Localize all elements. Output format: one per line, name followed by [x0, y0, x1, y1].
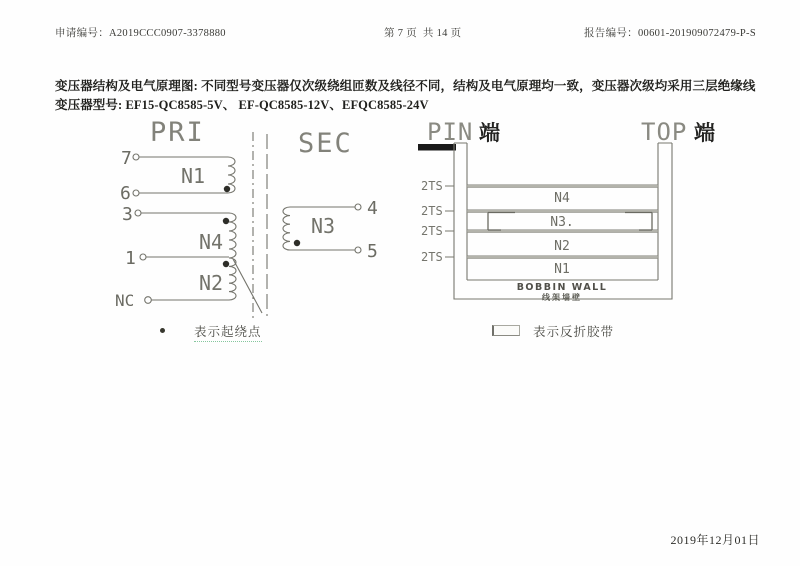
pin5-label: 5: [367, 241, 378, 262]
header-page-info: 第 7 页 共 14 页: [384, 28, 462, 39]
pin4-label: 4: [367, 198, 378, 219]
report-date: 2019年12月01日: [670, 533, 760, 547]
n4-start-dot: [223, 218, 229, 224]
winding-n3-coil: [283, 207, 290, 250]
header-application-number: [55, 25, 226, 40]
foldback-bracket-left: [488, 213, 515, 231]
legend-winding-start: [160, 322, 262, 342]
pin-end-label-en: PIN: [427, 118, 474, 146]
pin-nc-terminal: [145, 297, 152, 304]
pin-nc-label: NC: [115, 291, 135, 310]
n1-start-dot: [224, 186, 230, 192]
tape-layer-4: [467, 256, 658, 259]
secondary-side-label: SEC: [298, 128, 353, 159]
report-value: 00601-201909072479-P-S: [637, 28, 756, 39]
transformer-schematic: [115, 110, 405, 345]
pin6-terminal: [133, 190, 139, 196]
tape-label-3: 2TS: [421, 224, 443, 238]
foldback-bracket-right: [625, 213, 652, 231]
primary-side-label: PRI: [150, 117, 205, 148]
lead-wire-diagonal: [233, 259, 262, 313]
description-line-1: 变压器结构及电气原理图: 不同型号变压器仅次级绕组匝数及线径不同，结构及电气原理均一致，变压器次级均采用三层绝缘线: [55, 79, 756, 93]
layer-n1-label: N1: [554, 262, 570, 277]
pin3-label: 3: [122, 204, 133, 225]
bobbin-wall-label-cn: 线架墙壁: [542, 293, 582, 302]
n3-start-dot: [294, 240, 300, 246]
winding-n1-label: N1: [181, 164, 206, 188]
n2-start-dot: [223, 261, 229, 267]
application-value: A2019CCC0907-3378880: [109, 28, 226, 39]
tape-label-2: 2TS: [421, 204, 443, 218]
winding-n4-coil: [229, 213, 236, 258]
winding-n4-label: N4: [199, 230, 224, 254]
pin6-label: 6: [120, 183, 131, 204]
pin1-label: 1: [125, 248, 136, 269]
legend-foldback-tape-text: 表示反折胶带: [533, 324, 615, 339]
winding-n3-label: N3: [311, 214, 336, 238]
winding-start-dots: [223, 186, 300, 267]
winding-start-dot-icon: [160, 328, 165, 333]
winding-n2-coil: [229, 258, 236, 300]
pin5-terminal: [355, 247, 361, 253]
pin3-terminal: [135, 210, 141, 216]
foldback-tape-icon: [492, 325, 520, 336]
tape-tick-marks: [445, 186, 454, 257]
header-report-number: [584, 25, 756, 40]
winding-cross-section: [415, 110, 715, 310]
layer-n4-label: N4: [554, 191, 570, 206]
tape-label-4: 2TS: [421, 250, 443, 264]
report-label: 报告编号：: [583, 28, 638, 39]
bobbin-wall-label-en: BOBBIN WALL: [516, 282, 608, 293]
top-end-label-cn: 端: [694, 121, 715, 145]
description-line-2: 变压器型号: EF15-QC8585-5V、 EF-QC8585-12V、EFQC8585-24V: [55, 98, 429, 112]
pin1-terminal: [140, 254, 146, 260]
application-label: 申请编号：: [55, 28, 109, 39]
top-end-label-en: TOP: [641, 118, 688, 146]
legend-foldback-tape: [492, 322, 614, 340]
pin7-label: 7: [121, 148, 132, 169]
tape-label-1: 2TS: [421, 179, 443, 193]
layer-n3-label: N3.: [550, 215, 574, 230]
layer-n2-label: N2: [554, 239, 570, 254]
legend-winding-start-text: 表示起绕点: [194, 322, 262, 342]
pin4-terminal: [355, 204, 361, 210]
pin7-terminal: [133, 154, 139, 160]
winding-n2-label: N2: [199, 271, 224, 295]
pin-end-label-cn: 端: [479, 121, 500, 145]
tape-layer-1: [467, 185, 658, 188]
